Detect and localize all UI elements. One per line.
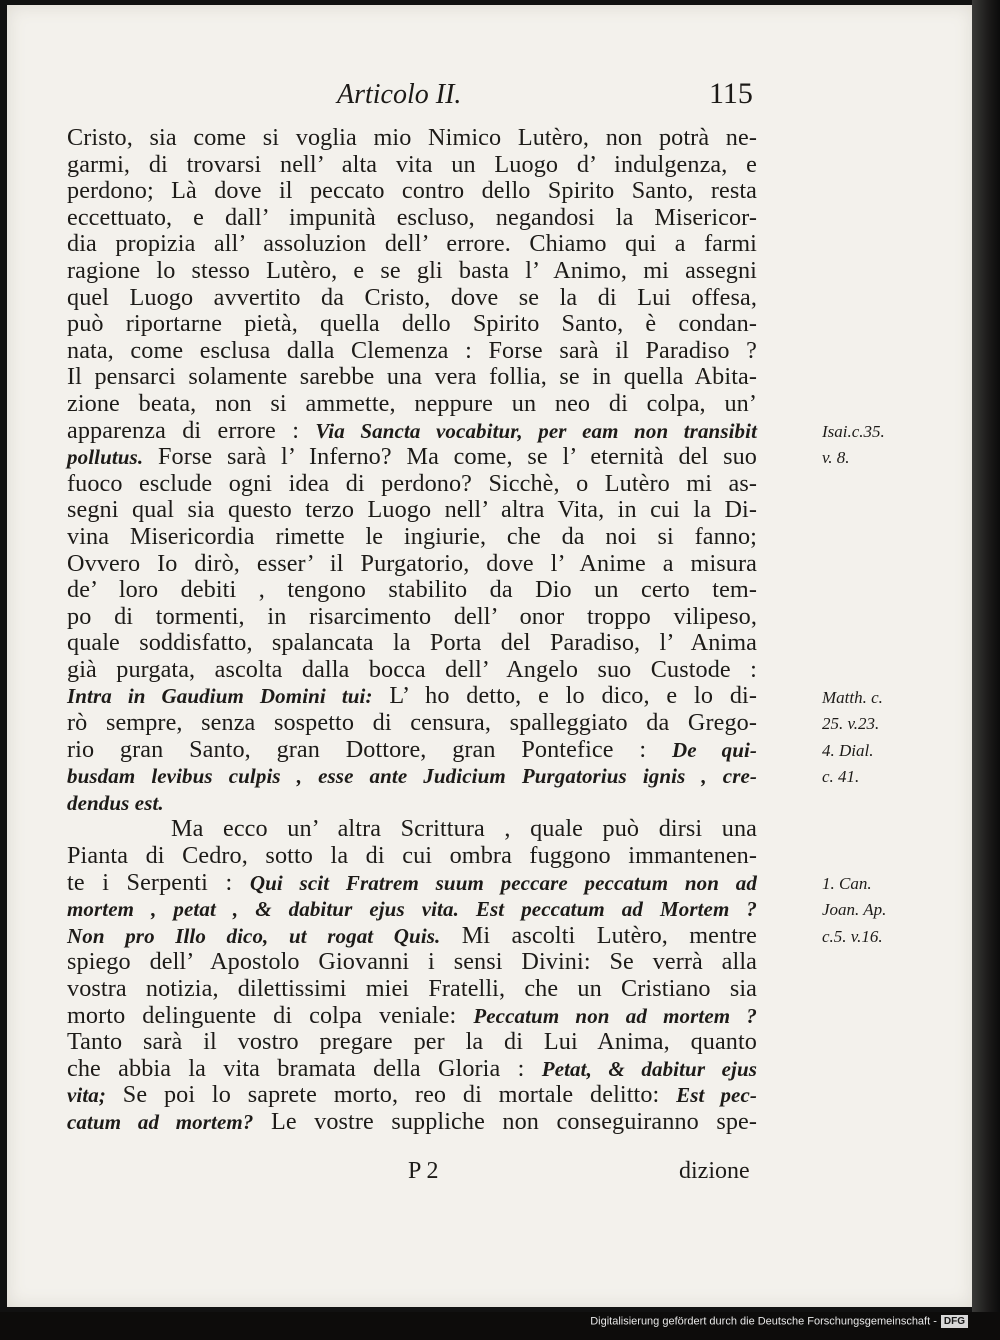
- text-line: [67, 896, 757, 923]
- text-line: [67, 1082, 757, 1109]
- line-text: spiego dell’ Apostolo Giovanni i sensi Divini: Se verrà alla: [67, 948, 757, 976]
- line-text: nata, come esclusa dalla Clemenza : Forse sarà il Paradiso ?: [67, 336, 757, 364]
- margin-reference: 25. v.23.: [822, 714, 880, 734]
- text-line: [67, 763, 757, 790]
- line-text: rio gran Santo, gran Dottore, gran Pontefice :: [67, 735, 672, 763]
- text-line: [67, 418, 757, 445]
- latin-quotation: De qui-: [671, 737, 757, 762]
- text-line: [67, 1056, 757, 1083]
- text-line: [67, 205, 757, 232]
- line-text: dia propizia all’ assoluzion dell’ errore. Chiamo qui a farmi: [67, 230, 757, 258]
- text-line: [67, 524, 757, 551]
- line-text: garmi, di trovarsi nell’ alta vita un Luogo d’ indulgenza, e: [67, 150, 757, 178]
- text-line: [67, 497, 757, 524]
- line-text: quel Luogo avvertito da Cristo, dove se la di Lui offesa,: [67, 283, 757, 311]
- dfg-logo: DFG: [941, 1315, 968, 1328]
- credit-text: Digitalisierung gefördert durch die Deutsche Forschungsgemeinschaft -: [590, 1315, 937, 1328]
- latin-quotation: vita;: [67, 1083, 106, 1108]
- line-text: vostra notizia, dilettissimi miei Fratelli, che un Cristiano sia: [67, 975, 757, 1002]
- text-line: [67, 737, 757, 764]
- margin-reference: Isai.c.35.: [822, 421, 885, 441]
- latin-quotation: Est pec-: [676, 1083, 757, 1108]
- margin-reference: 4. Dial.: [822, 740, 874, 760]
- line-text: ragione lo stesso Lutèro, e se gli basta l’ Animo, mi assegni: [67, 256, 757, 284]
- text-line: [67, 657, 757, 684]
- line-text: L’ ho detto, e lo dico, e lo di-: [372, 682, 757, 710]
- page-number: 115: [709, 77, 753, 110]
- page-header: [7, 77, 973, 117]
- line-text: rò sempre, senza sospetto di censura, spalleggiato da Grego-: [67, 709, 757, 737]
- line-text: fuoco esclude ogni idea di perdono? Sicchè, o Lutèro mi as-: [67, 469, 757, 497]
- line-text: de’ loro debiti , tengono stabilito da Dio un certo tem-: [67, 576, 757, 604]
- text-line: [67, 843, 757, 870]
- line-text: già purgata, ascolta dalla bocca dell’ Angelo suo Custode :: [67, 655, 757, 683]
- catchword: dizione: [679, 1158, 750, 1184]
- text-line: [67, 258, 757, 285]
- line-text: Forse sarà l’ Inferno? Ma come, se l’ eternità del suo: [143, 443, 757, 471]
- line-text: po di tormenti, in risarcimento dell’ onor troppo vilipeso,: [67, 602, 757, 630]
- text-line: [67, 816, 757, 843]
- line-text: Ma ecco un’ altra Scrittura , quale può dirsi una: [171, 815, 757, 843]
- line-text: Le vostre suppliche non conseguiranno spe-: [253, 1107, 758, 1135]
- line-text: Tanto sarà il vostro pregare per la di Lui Anima, quanto: [67, 1028, 757, 1056]
- latin-quotation: mortem , petat , & dabitur ejus vita. Est peccatum ad Mortem ?: [67, 897, 757, 922]
- line-text: segni qual sia questo terzo Luogo nell’ altra Vita, in cui la Di-: [67, 496, 757, 524]
- text-line: [67, 923, 757, 950]
- text-line: [67, 125, 757, 152]
- line-text: apparenza di errore :: [67, 416, 316, 444]
- latin-quotation: catum ad mortem?: [67, 1109, 254, 1134]
- page-footer: [7, 1158, 973, 1190]
- text-line: [67, 311, 757, 338]
- margin-reference: 1. Can.: [822, 873, 872, 893]
- latin-quotation: Peccatum non ad mortem ?: [473, 1003, 757, 1028]
- text-line: [67, 710, 757, 737]
- running-head: Articolo II.: [337, 79, 462, 110]
- margin-reference: Joan. Ap.: [822, 900, 887, 920]
- latin-quotation: Via Sancta vocabitur, per eam non transibit: [315, 418, 757, 443]
- text-line: [67, 949, 757, 976]
- latin-quotation: Intra in Gaudium Domini tui:: [67, 684, 373, 709]
- latin-quotation: busdam levibus culpis , esse ante Judicium Purgatorius ignis , cre-: [67, 764, 757, 789]
- latin-quotation: pollutus.: [67, 445, 144, 470]
- text-line: [67, 870, 757, 897]
- margin-reference: c.5. v.16.: [822, 927, 883, 946]
- text-line: [67, 683, 757, 710]
- book-page: [7, 5, 973, 1307]
- margin-reference: Matth. c.: [822, 687, 883, 707]
- line-text: perdono; Là dove il peccato contro dello Spirito Santo, resta: [67, 177, 757, 205]
- margin-reference: v. 8.: [822, 448, 850, 468]
- signature-mark: P 2: [408, 1158, 439, 1184]
- latin-quotation: dendus est.: [67, 790, 164, 815]
- text-line: [67, 1003, 757, 1030]
- line-text: Cristo, sia come si voglia mio Nimico Lutèro, non potrà ne-: [67, 124, 757, 151]
- text-line: [67, 604, 757, 631]
- margin-reference: c. 41.: [822, 767, 860, 787]
- text-line: [67, 790, 757, 817]
- line-text: Mi ascolti Lutèro, mentre: [440, 921, 758, 949]
- latin-quotation: Petat, & dabitur ejus: [541, 1056, 757, 1081]
- line-text: quale soddisfatto, spalancata la Porta del Paradiso, l’ Anima: [67, 629, 757, 657]
- text-line: [67, 444, 757, 471]
- text-line: [67, 338, 757, 365]
- text-line: [67, 551, 757, 578]
- latin-quotation: Qui scit Fratrem suum peccare peccatum non ad: [249, 870, 757, 895]
- text-line: [67, 471, 757, 498]
- line-text: Pianta di Cedro, sotto la di cui ombra fuggono immantenen-: [67, 842, 757, 870]
- line-text: zione beata, non si ammette, neppure un neo di colpa, un’: [67, 389, 757, 417]
- text-line: [67, 178, 757, 205]
- book-binding-edge: [972, 0, 1000, 1312]
- text-line: [67, 391, 757, 418]
- digitization-credit: [590, 1315, 968, 1328]
- text-line: [67, 630, 757, 657]
- text-line: [67, 231, 757, 258]
- line-text: vina Misericordia rimette le ingiurie, che da noi si fanno;: [67, 522, 757, 550]
- latin-quotation: Non pro Illo dico, ut rogat Quis.: [67, 923, 441, 948]
- line-text: morto delinguente di colpa veniale:: [67, 1001, 474, 1029]
- text-line: [67, 1109, 757, 1136]
- line-text: Il pensarci solamente sarebbe una vera follia, se in quella Abita-: [67, 363, 757, 391]
- text-line: [67, 577, 757, 604]
- text-line: [67, 364, 757, 391]
- line-text: eccettuato, e dall’ impunità escluso, negandosi la Misericor-: [67, 203, 757, 231]
- line-text: che abbia la vita bramata della Gloria :: [67, 1054, 542, 1082]
- text-line: [67, 976, 757, 1003]
- body-text: [67, 124, 887, 1136]
- text-line: [67, 152, 757, 179]
- text-line: [67, 1029, 757, 1056]
- line-text: Se poi lo saprete morto, reo di mortale delitto:: [105, 1081, 677, 1109]
- line-text: Ovvero Io dirò, esser’ il Purgatorio, dove l’ Anime a misura: [67, 549, 757, 577]
- line-text: te i Serpenti :: [67, 868, 250, 896]
- text-line: [67, 285, 757, 312]
- line-text: può riportarne pietà, quella dello Spirito Santo, è condan-: [67, 310, 757, 338]
